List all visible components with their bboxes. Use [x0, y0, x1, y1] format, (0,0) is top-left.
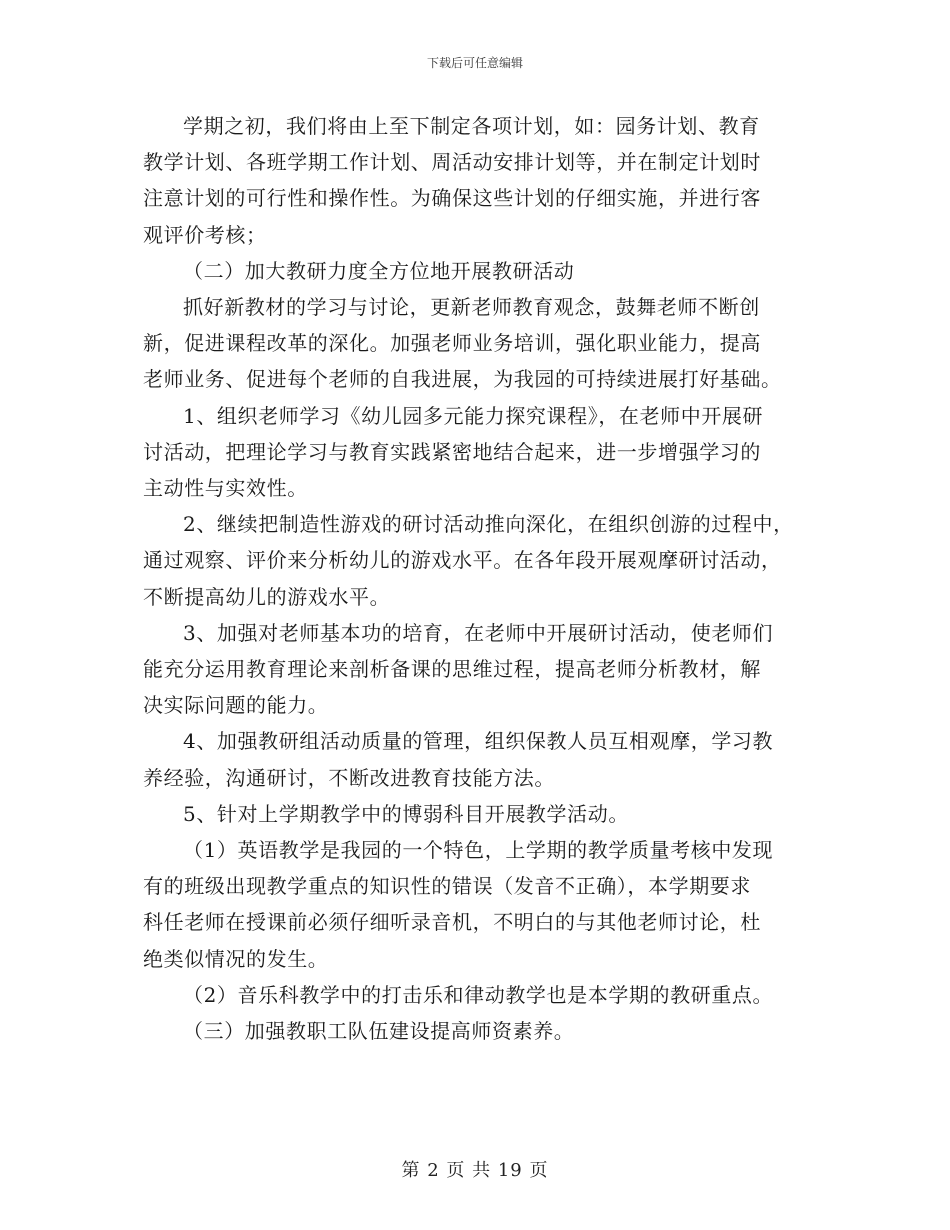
section-heading-3 — [143, 1013, 823, 1049]
text-line: 新，促进课程改革的深化。加强老师业务培训，强化职业能力，提高 — [143, 331, 761, 356]
text-line: 2、继续把制造性游戏的研讨活动推向深化，在组织创游的过程中， — [183, 512, 794, 537]
text-line: 科任老师在授课前必须仔细听录音机，不明白的与其他老师讨论，杜 — [143, 910, 761, 935]
text-line: 4、加强教研组活动质量的管理，组织保教人员互相观摩，学习教 — [183, 729, 774, 754]
text-line: （二）加大教研力度全方位地开展教研活动 — [183, 258, 575, 283]
sub-item-1 — [143, 832, 823, 977]
text-line: 能充分运用教育理论来剖析备课的思维过程，提高老师分析教材，解 — [143, 657, 761, 682]
text-line: 教学计划、各班学期工作计划、周活动安排计划等，并在制定计划时 — [143, 150, 761, 175]
text-line: （1）英语教学是我园的一个特色，上学期的教学质量考核中发现 — [183, 838, 774, 863]
page-header: 下载后可任意编辑 — [426, 56, 523, 70]
paragraph-plan-intro — [143, 108, 823, 253]
page-number: 第 2 页 共 19 页 — [401, 1160, 549, 1181]
document-body — [143, 108, 823, 1049]
text-line: 决实际问题的能力。 — [143, 693, 329, 718]
text-line: （2）音乐科教学中的打击乐和律动教学也是本学期的教研重点。 — [183, 982, 774, 1007]
text-line: 观评价考核； — [143, 222, 267, 247]
text-line: 不断提高幼儿的游戏水平。 — [143, 584, 391, 609]
sub-item-2 — [143, 977, 823, 1013]
list-item-3 — [143, 615, 823, 724]
list-item-4 — [143, 723, 823, 795]
text-line: 3、加强对老师基本功的培育，在老师中开展研讨活动，使老师们 — [183, 620, 774, 645]
text-line: 讨活动，把理论学习与教育实践紧密地结合起来，进一步增强学习的 — [143, 439, 761, 464]
paragraph-new-materials — [143, 289, 823, 398]
text-line: 通过观察、评价来分析幼儿的游戏水平。在各年段开展观摩研讨活动， — [143, 548, 782, 573]
text-line: 养经验，沟通研讨，不断改进教育技能方法。 — [143, 765, 555, 790]
text-line: （三）加强教职工队伍建设提高师资素养。 — [183, 1019, 575, 1044]
text-line: 老师业务、促进每个老师的自我进展，为我园的可持续进展打好基础。 — [143, 367, 782, 392]
section-heading-2 — [143, 253, 823, 289]
list-item-5 — [143, 796, 823, 832]
text-line: 注意计划的可行性和操作性。为确保这些计划的仔细实施，并进行客 — [143, 186, 761, 211]
text-line: 抓好新教材的学习与讨论，更新老师教育观念，鼓舞老师不断创 — [183, 295, 760, 320]
list-item-2 — [143, 506, 823, 615]
text-line: 学期之初，我们将由上至下制定各项计划，如：园务计划、教育 — [183, 114, 760, 138]
text-line: 有的班级出现教学重点的知识性的错误（发音不正确），本学期要求 — [143, 874, 751, 899]
list-item-1 — [143, 398, 823, 507]
text-line: 1、组织老师学习《幼儿园多元能力探究课程》，在老师中开展研 — [183, 403, 764, 428]
text-line: 绝类似情况的发生。 — [143, 946, 329, 971]
text-line: 5、针对上学期教学中的博弱科目开展教学活动。 — [183, 801, 629, 826]
text-line: 主动性与实效性。 — [143, 476, 308, 501]
